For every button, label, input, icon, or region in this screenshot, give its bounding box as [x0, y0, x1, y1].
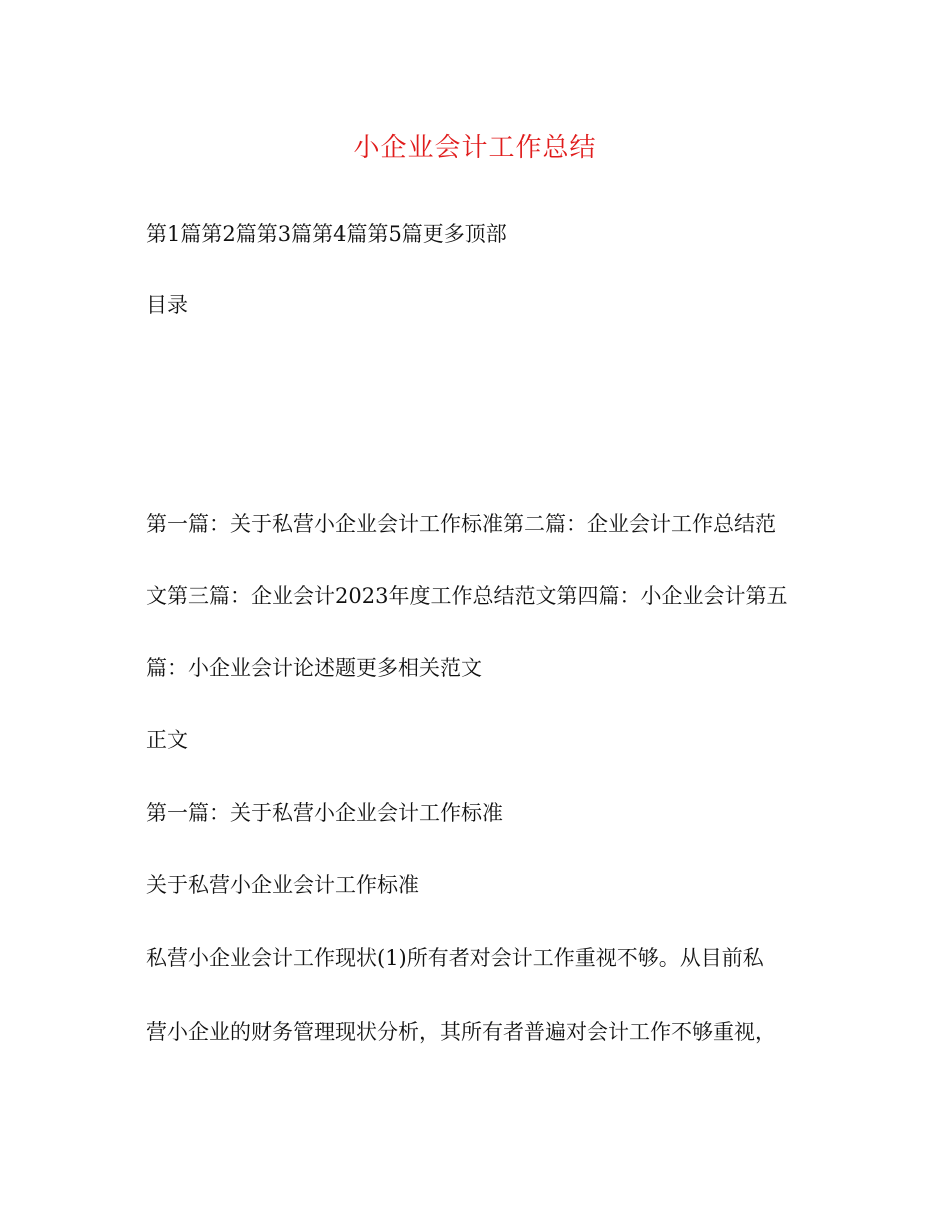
- chapter-nav: 第1篇第2篇第3篇第4篇第5篇更多顶部: [146, 222, 507, 246]
- toc-line: 文第三篇：企业会计2023年度工作总结范文第四篇：小企业会计第五: [146, 584, 788, 608]
- toc-heading: 目录: [146, 293, 188, 317]
- section-subtitle: 关于私营小企业会计工作标准: [146, 873, 419, 897]
- section-title: 第一篇：关于私营小企业会计工作标准: [146, 801, 503, 825]
- paragraph-line: 私营小企业会计工作现状(1)所有者对会计工作重视不够。从目前私: [146, 946, 764, 970]
- paragraph-line: 营小企业的财务管理现状分析，其所有者普遍对会计工作不够重视，: [146, 1020, 776, 1044]
- toc-line: 第一篇：关于私营小企业会计工作标准第二篇：企业会计工作总结范: [146, 512, 776, 536]
- body-heading: 正文: [146, 728, 188, 752]
- toc-line: 篇：小企业会计论述题更多相关范文: [146, 656, 482, 680]
- document-title: 小企业会计工作总结: [353, 133, 597, 163]
